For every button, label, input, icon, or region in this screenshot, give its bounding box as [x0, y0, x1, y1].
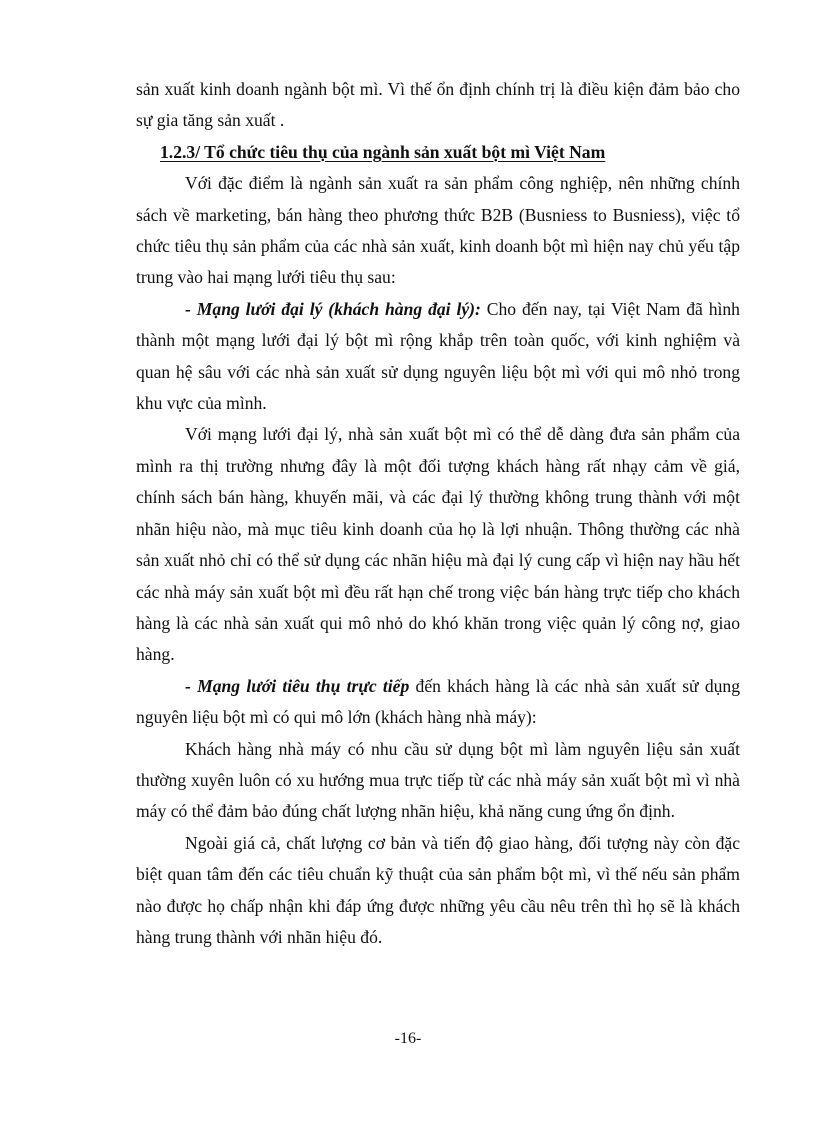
paragraph-direct-network [136, 671, 740, 734]
direct-network-lead: - Mạng lưới tiêu thụ trực tiếp [185, 675, 410, 696]
paragraph-agent-network [136, 294, 740, 420]
direct-network-text: đến khách hàng là các nhà sản xuất sử dụng nguyên liệu bột mì có qui mô lớn (khách hàng nhà máy): [136, 675, 741, 728]
paragraph-intro: sản xuất kinh doanh ngành bột mì. Vì thế ổn định chính trị là điều kiện đảm bảo cho sự gia tăng sản xuất . [136, 79, 740, 131]
document-body [136, 74, 740, 953]
agent-network-text: Cho đến nay, tại Việt Nam đã hình thành một mạng lưới đại lý bột mì rộng khắp trên toàn quốc, với kinh nghiệm và quan hệ sâu với các nhà sản xuất sử dụng nguyên liệu bột mì với qui mô nhỏ trong khu vực của mình. [136, 298, 740, 414]
page-number: -16- [394, 1030, 422, 1047]
agent-network-lead: - Mạng lưới đại lý (khách hàng đại lý): [185, 298, 481, 319]
paragraph-overview: Với đặc điểm là ngành sản xuất ra sản phẩm công nghiệp, nên những chính sách về marketing, bán hàng theo phương thức B2B (Busniess to Busniess), việc tổ chức tiêu thụ sản phẩm của các nhà sản xuất, kinh doanh bột mì hiện nay chủ yếu tập trung vào hai mạng lưới tiêu thụ sau: [136, 173, 740, 288]
section-heading: 1.2.3/ Tổ chức tiêu thụ của ngành sản xuất bột mì Việt Nam [160, 141, 606, 162]
paragraph-agent-detail: Với mạng lưới đại lý, nhà sản xuất bột mì có thể dễ dàng đưa sản phẩm của mình ra thị trường nhưng đây là một đối tượng khách hàng rất nhạy cảm về giá, chính sách bán hàng, khuyến mãi, và các đại lý thường không trung thành với một nhãn hiệu nào, mà mục tiêu kinh doanh của họ là lợi nhuận. Thông thường các nhà sản xuất nhỏ chỉ có thể sử dụng các nhãn hiệu mà đại lý cung cấp vì hiện nay hầu hết các nhà máy sản xuất bột mì đều rất hạn chế trong việc bán hàng trực tiếp cho khách hàng là các nhà sản xuất qui mô nhỏ do khó khăn trong việc quản lý công nợ, giao hàng. [136, 424, 740, 665]
paragraph-factory-customers: Khách hàng nhà máy có nhu cầu sử dụng bột mì làm nguyên liệu sản xuất thường xuyên luôn có xu hướng mua trực tiếp từ các nhà máy sản xuất bột mì vì nhà máy có thể đảm bảo đúng chất lượng nhãn hiệu, khả năng cung ứng ổn định. [136, 738, 740, 822]
paragraph-technical-standards: Ngoài giá cả, chất lượng cơ bản và tiến độ giao hàng, đối tượng này còn đặc biệt quan tâm đến các tiêu chuẩn kỹ thuật của sản phẩm bột mì, vì thế nếu sản phẩm nào được họ chấp nhận khi đáp ứng được những yêu cầu nêu trên thì họ sẽ là khách hàng trung thành với nhãn hiệu đó. [136, 832, 740, 947]
